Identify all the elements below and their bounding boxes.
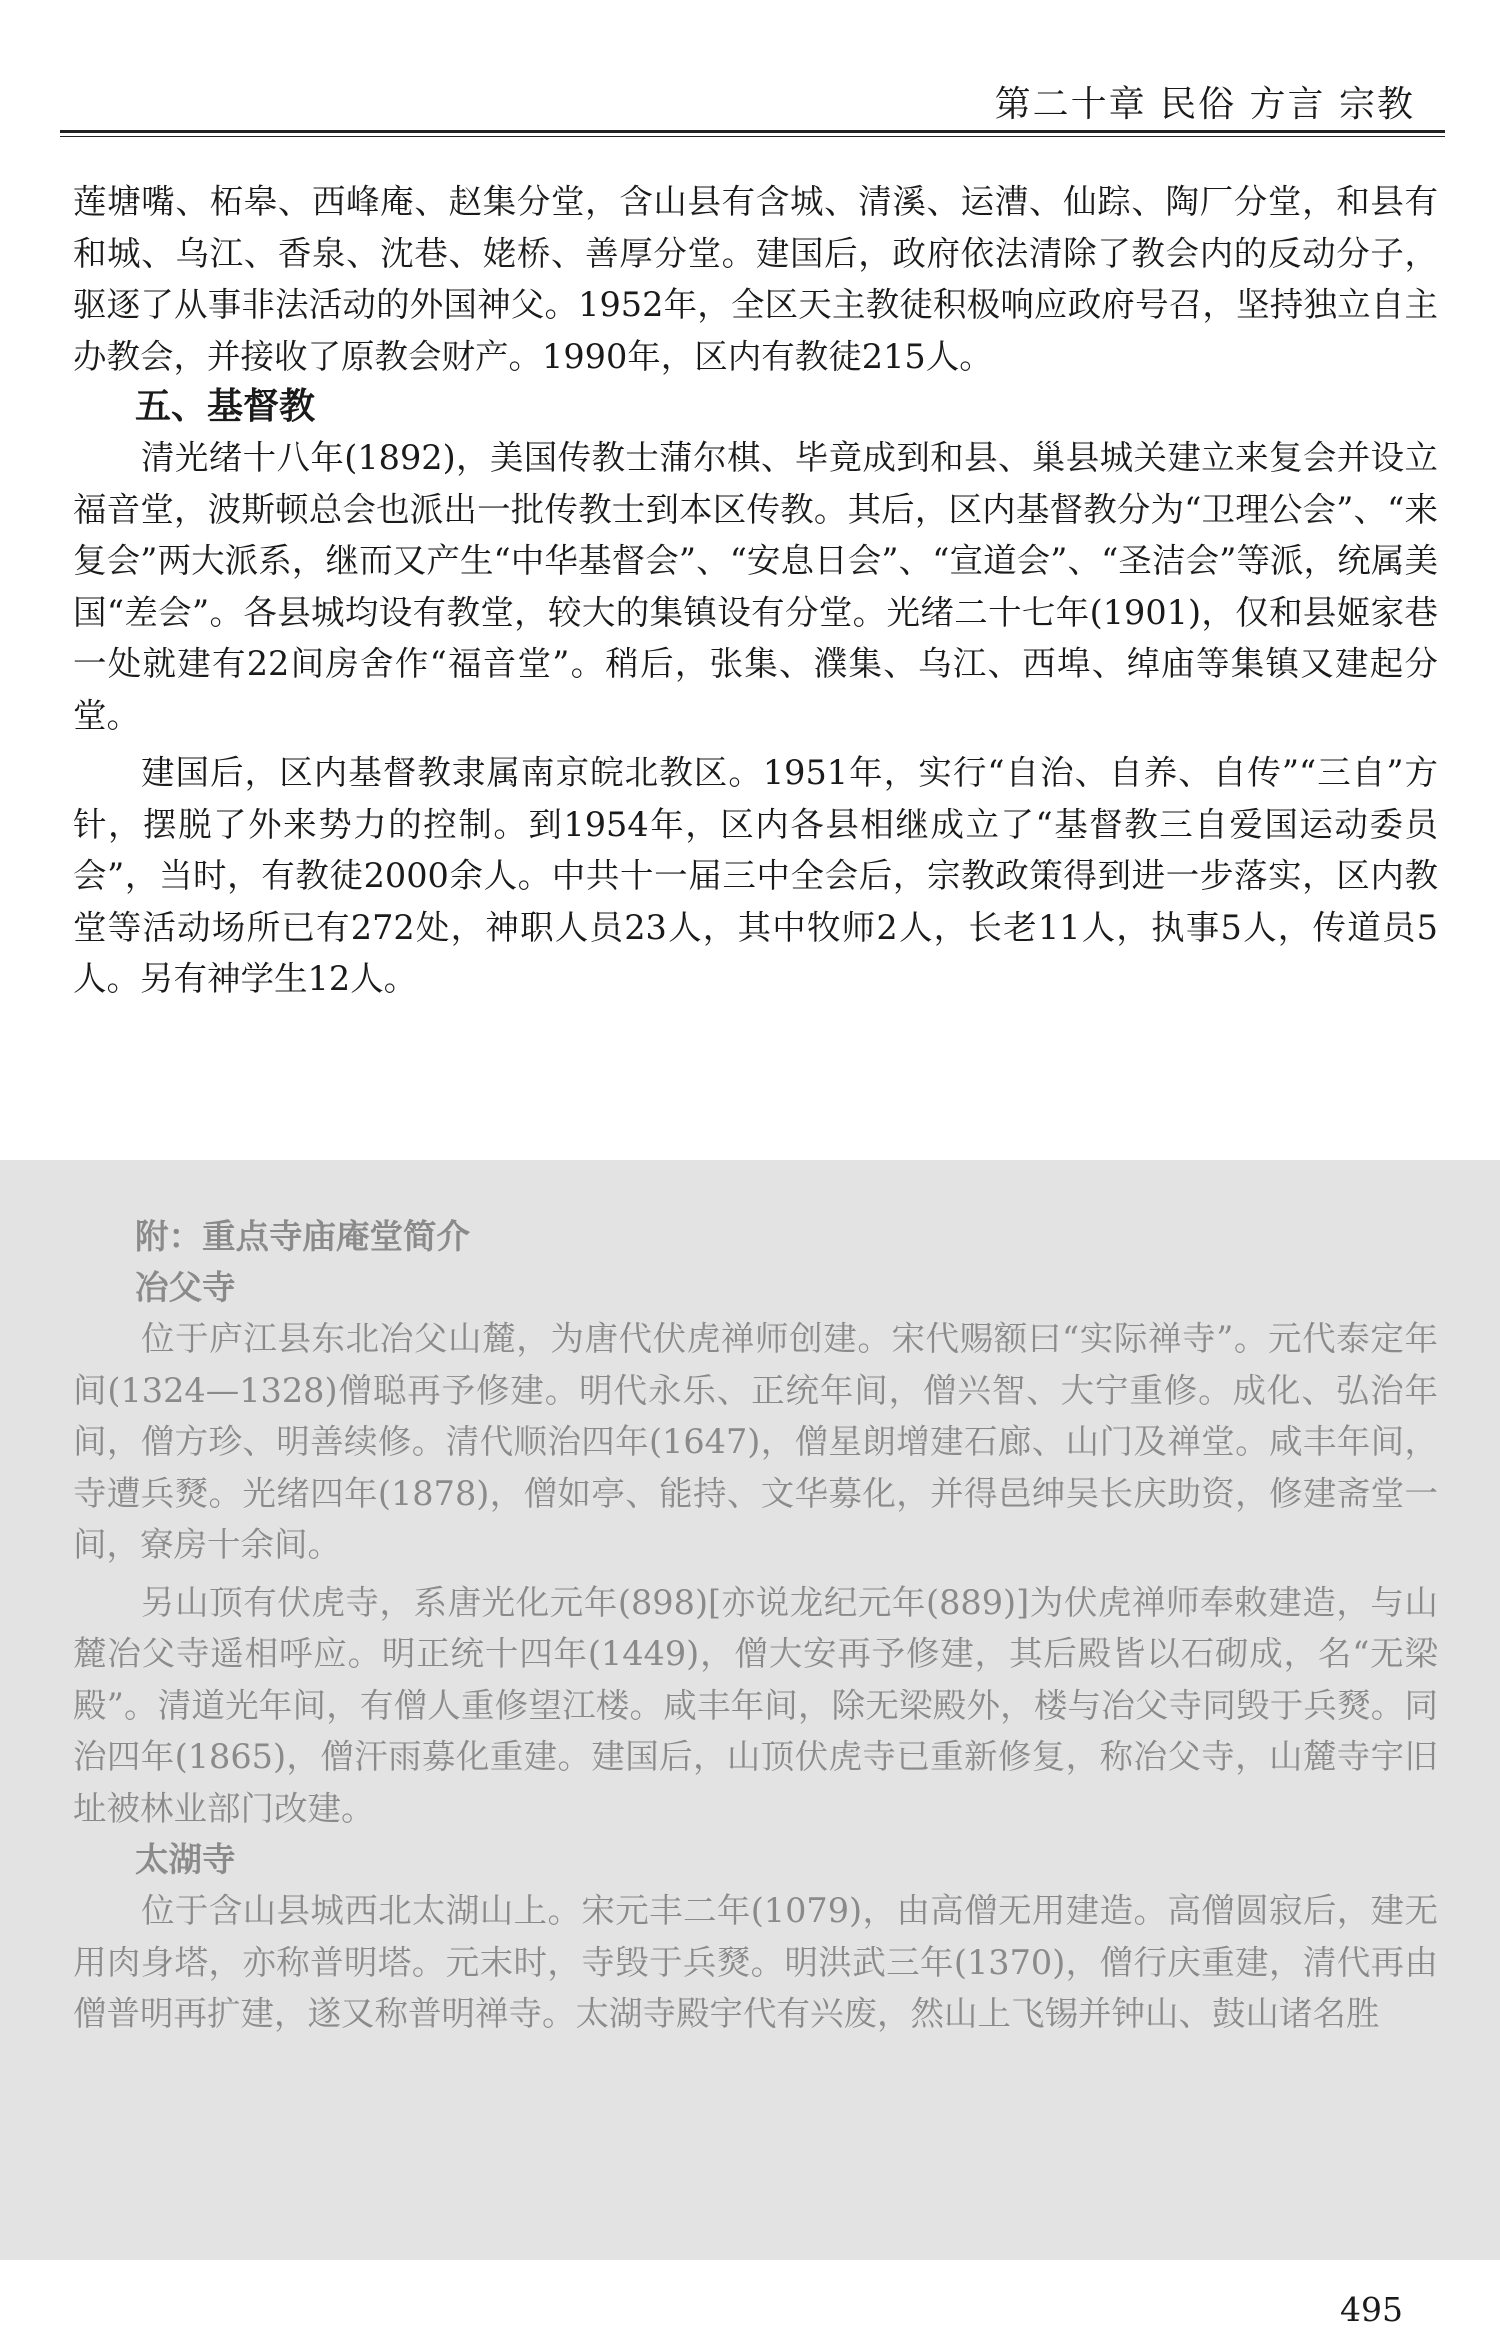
main-text <box>73 176 1438 1005</box>
header-rule-thick <box>60 130 1445 133</box>
appendix-title: 附：重点寺庙庵堂简介 <box>135 1217 470 1256</box>
temple-title-taihu: 太湖寺 <box>135 1840 236 1879</box>
christianity-paragraph-1: 清光绪十八年(1892)，美国传教士蒲尔棋、毕竟成到和县、巢县城关建立来复会并设立福音堂，波斯顿总会也派出一批传教士到本区传教。其后，区内基督教分为“卫理公会”、“来复会”两大派系，继而又产生“中华基督会”、“安息日会”、“宣道会”、“圣洁会”等派，统属美国“差会”。各县城均设有教堂，较大的集镇设有分堂。光绪二十七年(1901)，仅和县姬家巷一处就建有22间房舍作“福音堂”。稍后，张集、濮集、乌江、西埠、绰庙等集镇又建起分堂。 <box>73 438 1438 735</box>
christianity-paragraph-2: 建国后，区内基督教隶属南京皖北教区。1951年，实行“自治、自养、自传”“三自”方针，摆脱了外来势力的控制。到1954年，区内各县相继成立了“基督教三自爱国运动委员会”，当时，有教徒2000余人。中共十一届三中全会后，宗教政策得到进一步落实，区内教堂等活动场所已有272处，神职人员23人，其中牧师2人，长老11人，执事5人，传道员5人。另有神学生12人。 <box>73 753 1438 998</box>
taihu-paragraph-1: 位于含山县城西北太湖山上。宋元丰二年(1079)，由高僧无用建造。高僧圆寂后，建无用肉身塔，亦称普明塔。元末时，寺毁于兵燹。明洪武三年(1370)，僧行庆重建，清代再由僧普明再扩建，遂又称普明禅寺。太湖寺殿宇代有兴废，然山上飞锡并钟山、鼓山诸名胜 <box>73 1891 1438 2033</box>
appendix-text <box>73 1211 1438 2040</box>
section-title-christianity: 五、基督教 <box>135 386 316 427</box>
running-header <box>60 62 1445 125</box>
chapter-title: 第二十章 民俗 方言 宗教 <box>994 84 1415 125</box>
yefu-paragraph-1: 位于庐江县东北冶父山麓，为唐代伏虎禅师创建。宋代赐额曰“实际禅寺”。元代泰定年间(1324—1328)僧聪再予修建。明代永乐、正统年间，僧兴智、大宁重修。成化、弘治年间，僧方珍、明善续修。清代顺治四年(1647)，僧星朗增建石廊、山门及禅堂。咸丰年间，寺遭兵燹。光绪四年(1878)，僧如亭、能持、文华募化，并得邑绅吴长庆助资，修建斋堂一间，寮房十余间。 <box>73 1319 1438 1564</box>
header-rule-thin <box>60 136 1445 137</box>
temple-title-yefu: 冶父寺 <box>135 1268 236 1307</box>
catholic-continued-paragraph: 莲塘嘴、柘皋、西峰庵、赵集分堂，含山县有含城、清溪、运漕、仙踪、陶厂分堂，和县有和城、乌江、香泉、沈巷、姥桥、善厚分堂。建国后，政府依法清除了教会内的反动分子，驱逐了从事非法活动的外国神父。1952年，全区天主教徒积极响应政府号召，坚持独立自主办教会，并接收了原教会财产。1990年，区内有教徒215人。 <box>73 182 1438 376</box>
page-number: 495 <box>1340 2290 1403 2329</box>
yefu-paragraph-2: 另山顶有伏虎寺，系唐光化元年(898)[亦说龙纪元年(889)]为伏虎禅师奉敕建造，与山麓冶父寺遥相呼应。明正统十四年(1449)，僧大安再予修建，其后殿皆以石砌成，名“无梁殿”。清道光年间，有僧人重修望江楼。咸丰年间，除无梁殿外，楼与冶父寺同毁于兵燹。同治四年(1865)，僧汗雨募化重建。建国后，山顶伏虎寺已重新修复，称冶父寺，山麓寺宇旧址被林业部门改建。 <box>73 1582 1438 1828</box>
